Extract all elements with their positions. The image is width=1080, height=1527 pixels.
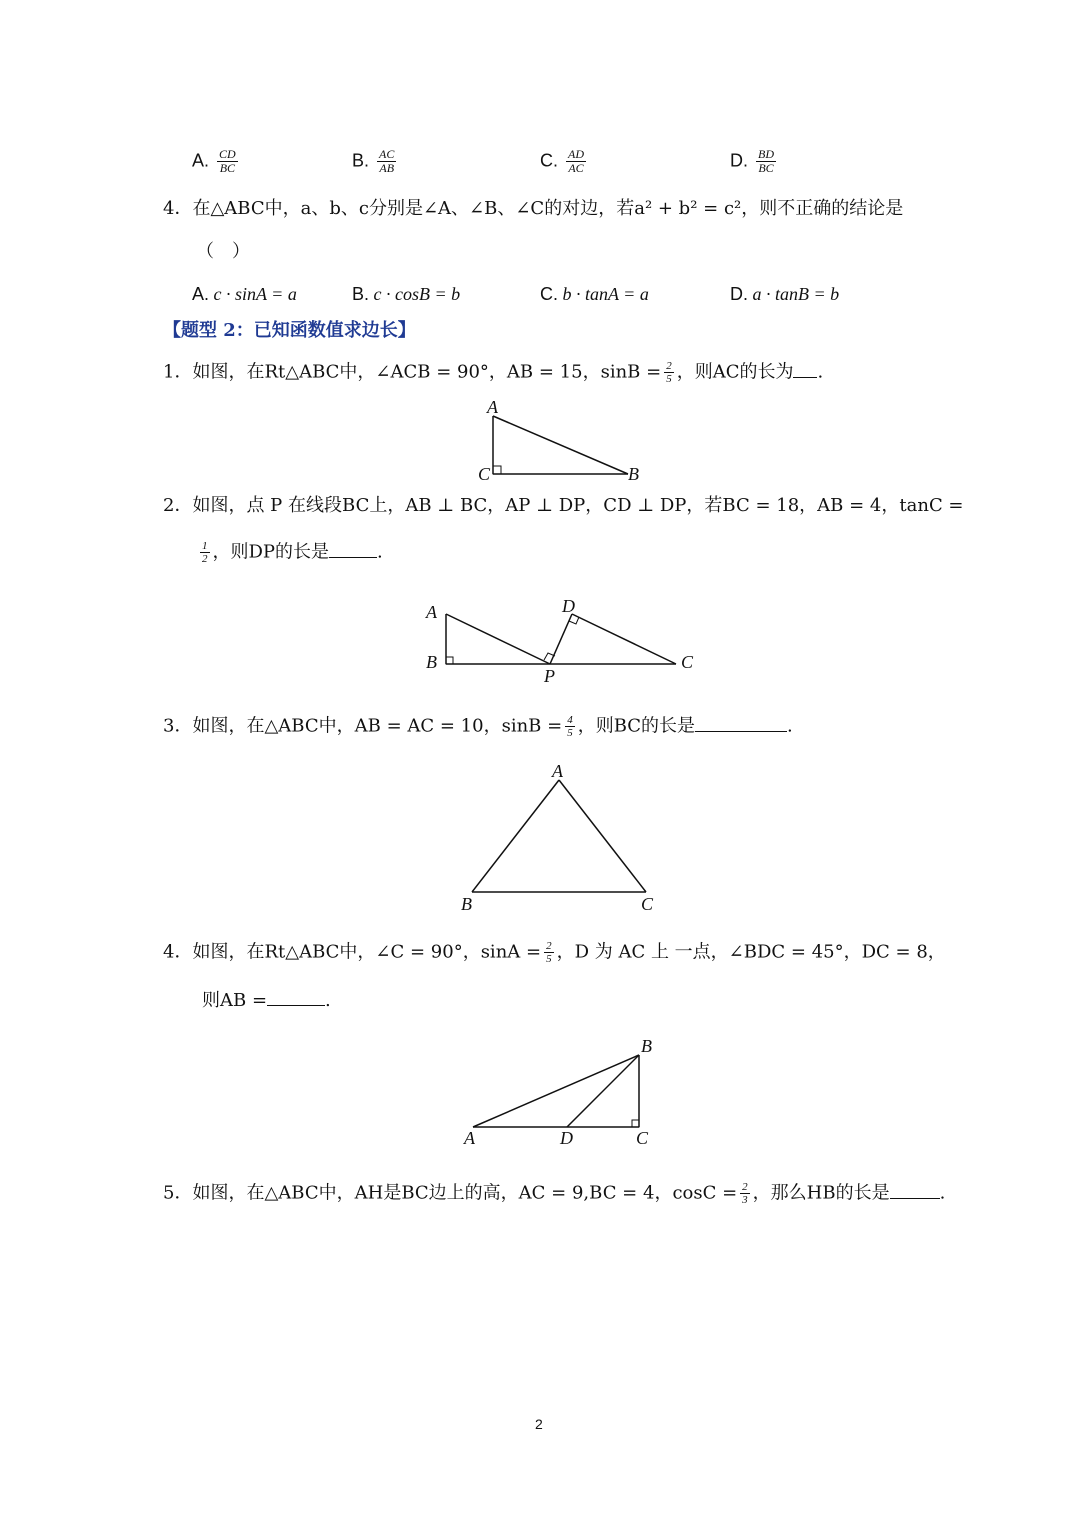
q3-option-a xyxy=(192,148,241,175)
problem-4: 4．如图，在Rt△ABC中，∠C = 90°，sinA = $\frac{2}{5}$ ，D 为 AC 上 一点，∠BDC = 45°，DC = 8， xyxy=(163,940,946,965)
label-p: P xyxy=(544,666,555,686)
page-number: 2 xyxy=(535,1416,543,1432)
option-fraction: $\frac{AD}{AC}$ xyxy=(568,147,585,175)
q4-option-c: C. b · tanA = a xyxy=(540,284,649,304)
fraction: $\frac{4}{5}$ xyxy=(567,714,573,739)
question-number: 1． xyxy=(163,361,193,383)
q3-option-b xyxy=(352,148,399,175)
q4-stem xyxy=(163,197,903,221)
option-letter: C. xyxy=(540,150,558,171)
figure-2 xyxy=(420,594,710,688)
label-c: C xyxy=(636,1128,649,1148)
question-number: 4． xyxy=(163,941,193,963)
label-b: B xyxy=(641,1036,652,1056)
label-c: C xyxy=(681,652,694,672)
answer-blank xyxy=(695,715,787,732)
figure-4 xyxy=(455,1034,675,1152)
option-fraction: $\frac{AC}{AB}$ xyxy=(379,147,395,175)
problem-3: 3．如图，在△ABC中，AB = AC = 10，sinB = $\frac{4}{5}$ ，则BC的长是 . xyxy=(163,714,793,739)
option-fraction: $\frac{BD}{BC}$ xyxy=(758,147,775,175)
problem-2-line2: $\frac{1}{2}$ ，则DP的长是 . xyxy=(202,540,383,565)
answer-blank xyxy=(793,361,817,378)
question-text: 在△ABC中，a、b、c分别是∠A、∠B、∠C的对边，若a² + b² = c²，则不正确的结论是 xyxy=(192,198,904,219)
fraction: $\frac{2}{5}$ xyxy=(666,360,672,385)
q4-option-d: D. a · tanB = b xyxy=(730,284,840,304)
q3-option-d xyxy=(730,148,779,175)
problem-5: 5．如图，在△ABC中，AH是BC边上的高，AC = 9,BC = 4，cosC = $\frac{2}{3}$ ，那么HB的长是 . xyxy=(163,1181,946,1206)
problem-1: 1．如图，在Rt△ABC中，∠ACB = 90°，AB = 15，sinB = $\frac{2}{5}$ ，则AC的长为 . xyxy=(163,360,824,385)
label-b: B xyxy=(461,894,472,914)
label-a: A xyxy=(487,397,498,417)
figure-1 xyxy=(470,396,650,488)
question-number: 2． xyxy=(163,495,193,516)
label-d: D xyxy=(562,596,575,616)
fraction: $\frac{2}{5}$ xyxy=(546,940,552,965)
option-fraction: $\frac{CD}{BC}$ xyxy=(219,147,236,175)
option-letter: D. xyxy=(730,150,748,171)
answer-blank xyxy=(267,989,325,1006)
label-b: B xyxy=(628,464,639,484)
label-d: D xyxy=(560,1128,573,1148)
fraction: $\frac{1}{2}$ xyxy=(202,540,208,565)
figure-3 xyxy=(450,758,670,918)
answer-blank xyxy=(329,541,377,558)
option-letter: B. xyxy=(352,150,370,171)
label-a: A xyxy=(552,761,563,781)
label-b: B xyxy=(426,652,437,672)
q3-option-c xyxy=(540,148,589,175)
q4-option-a: A. c · sinA = a xyxy=(192,284,297,304)
label-a: A xyxy=(464,1128,475,1148)
q4-option-b: B. c · cosB = b xyxy=(352,284,461,304)
label-c: C xyxy=(641,894,654,914)
q4-answer-paren: （ ） xyxy=(196,241,250,262)
label-a: A xyxy=(426,602,437,622)
problem-2: 2．如图，点 P 在线段BC上，AB ⊥ BC，AP ⊥ DP，CD ⊥ DP，若BC = 18，AB = 4，tanC = xyxy=(163,495,964,516)
label-c: C xyxy=(478,464,491,484)
option-letter: A. xyxy=(192,150,210,171)
answer-blank xyxy=(890,1182,940,1199)
section-heading: 【题型 2：已知函数值求边长】 xyxy=(163,320,416,341)
question-number: 3． xyxy=(163,715,193,737)
fraction: $\frac{2}{3}$ xyxy=(742,1181,748,1206)
problem-4-line2: 则AB = . xyxy=(202,990,331,1011)
question-number: 5． xyxy=(163,1182,193,1204)
question-number: 4． xyxy=(163,198,193,219)
